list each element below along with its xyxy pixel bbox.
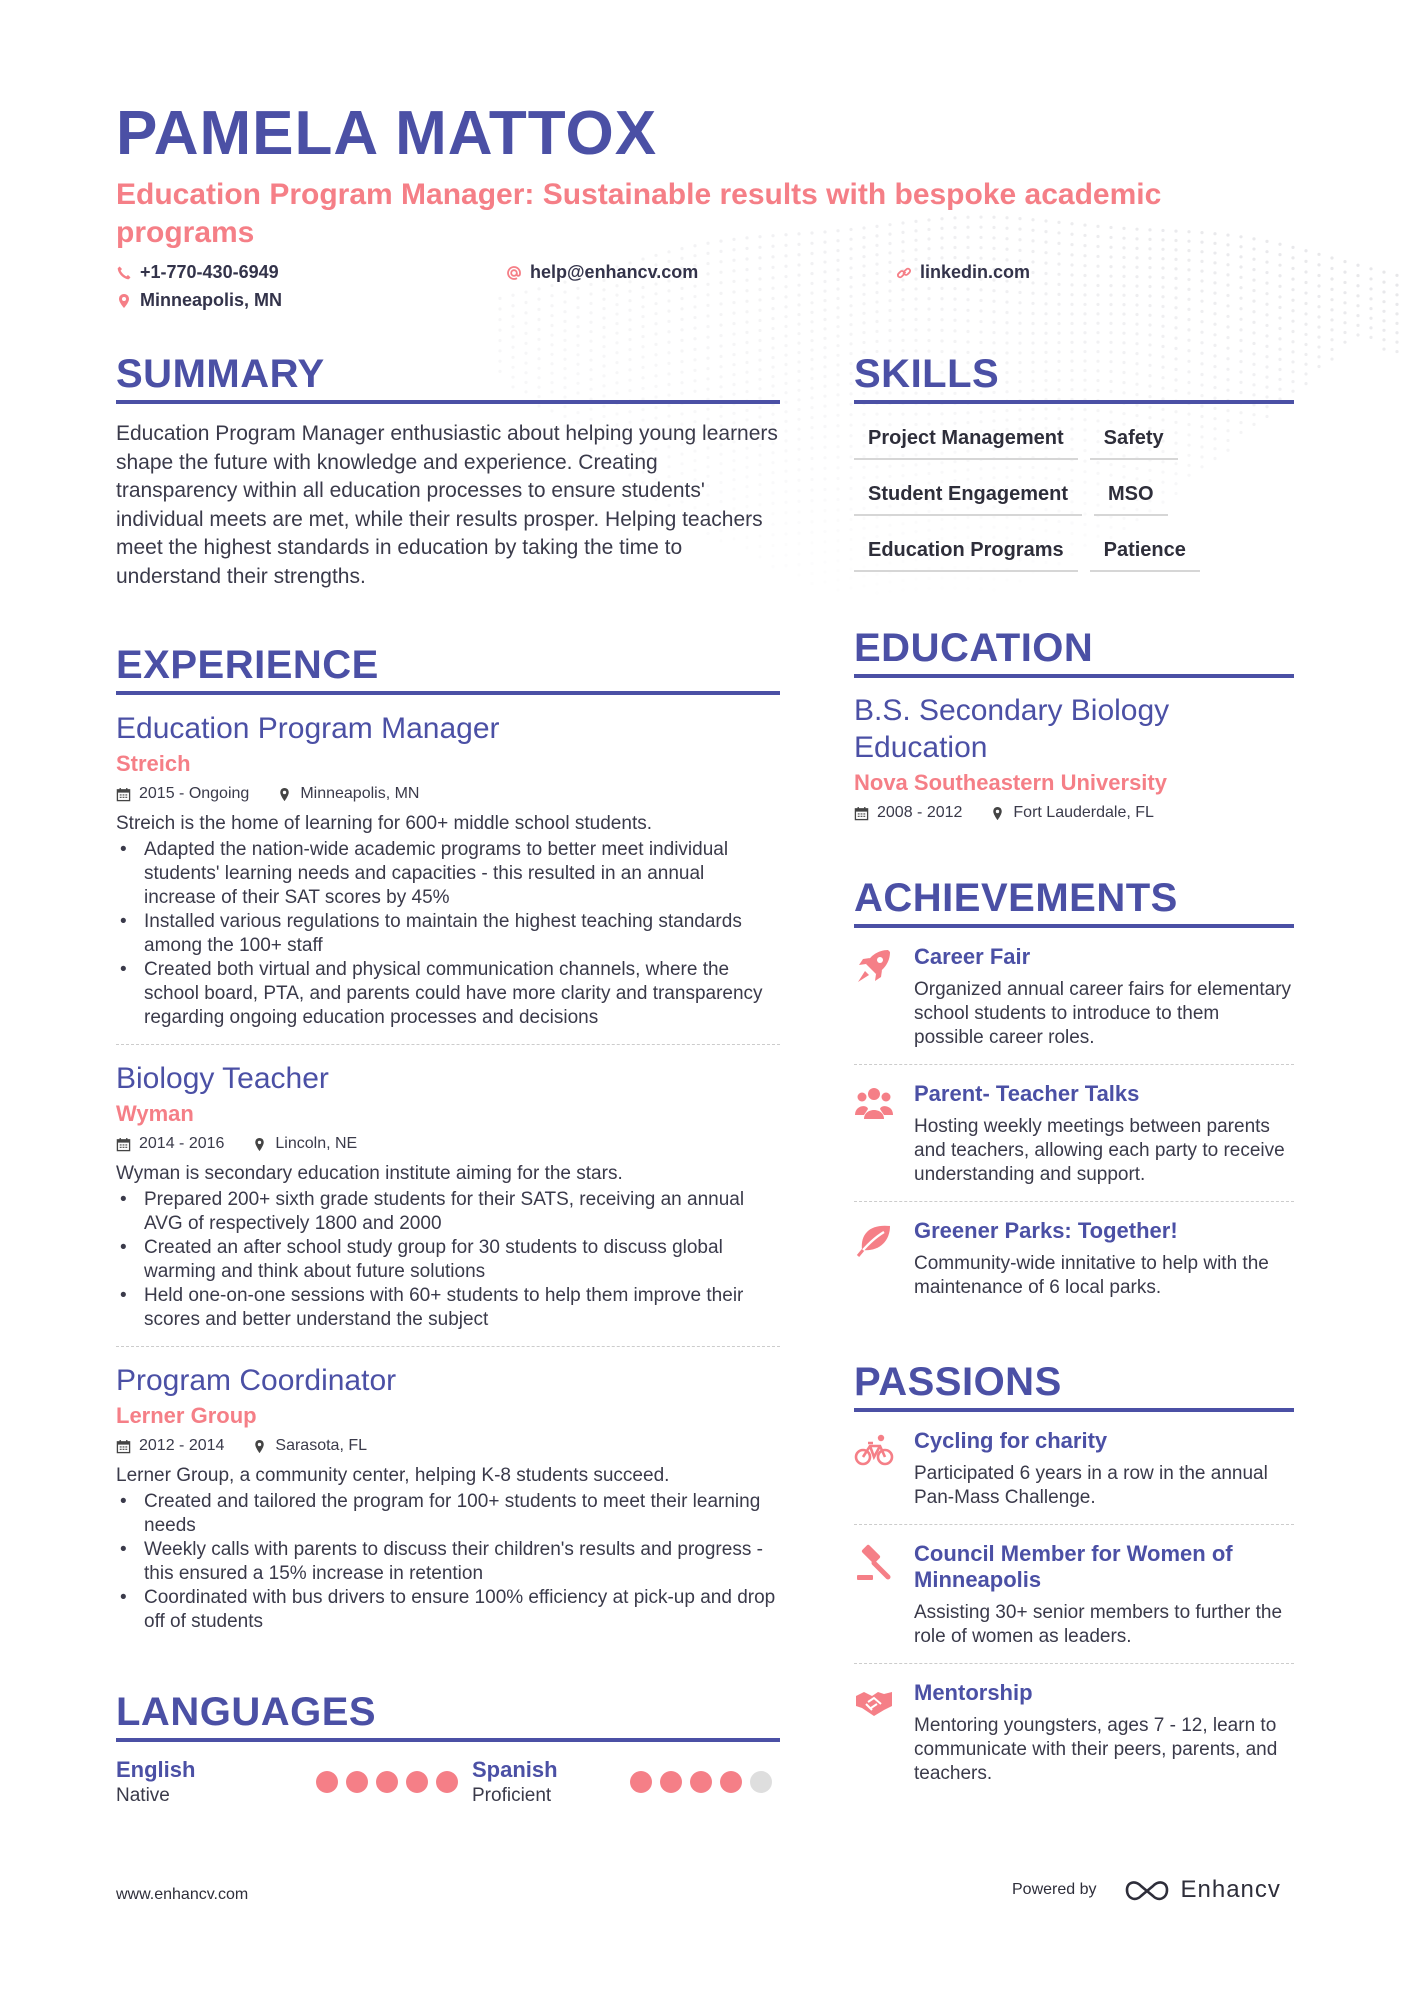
skill-tag: Student Engagement: [854, 474, 1082, 516]
passion-item: [854, 1525, 1294, 1664]
skills-list: [854, 418, 1294, 586]
candidate-tagline: Education Program Manager: Sustainable results with bespoke academic programs: [116, 178, 1162, 249]
phone-number: +1-770-430-6949: [140, 262, 279, 282]
passion-item: [854, 1412, 1294, 1525]
enhancv-logo-icon: [1123, 1876, 1171, 1904]
job-title: Program Coordinator: [116, 1364, 397, 1397]
skill-tag: Education Programs: [854, 530, 1078, 572]
experience-heading: EXPERIENCE: [116, 641, 780, 695]
achievement-description: Community-wide innitative to help with the maintenance of 6 local parks.: [914, 1253, 1269, 1298]
skills-section: [854, 350, 1294, 586]
leaf-icon: [854, 1220, 894, 1260]
job-location: [277, 785, 419, 803]
rating-dot-filled: [720, 1771, 742, 1793]
language-text: [116, 1756, 195, 1808]
rating-dot-filled: [660, 1771, 682, 1793]
passion-content: [914, 1680, 1294, 1786]
language-level: Native: [116, 1785, 170, 1806]
link-icon: [896, 265, 912, 281]
passion-description: Mentoring youngsters, ages 7 - 12, learn to communicate with their peers, parents, and teachers.: [914, 1715, 1278, 1784]
passion-icon-wrap: [854, 1541, 914, 1649]
job-dates-text: 2014 - 2016: [139, 1135, 225, 1152]
language-rating: [622, 1771, 772, 1793]
job-location: [252, 1437, 367, 1455]
job-title: Biology Teacher: [116, 1062, 329, 1095]
skill-tag: Project Management: [854, 418, 1078, 460]
phone-contact[interactable]: [116, 262, 279, 283]
contact-info: [116, 262, 1296, 322]
job-bullet: • Prepared 200+ sixth grade students for their SATS, receiving an annual AVG of respectively 1800 and 2000: [116, 1188, 780, 1236]
skills-heading: SKILLS: [854, 350, 1294, 404]
achievement-title: Career Fair: [914, 944, 1031, 969]
rating-dot-filled: [630, 1771, 652, 1793]
education-meta: [854, 802, 1294, 824]
language-level: Proficient: [472, 1785, 552, 1806]
achievements-heading: ACHIEVEMENTS: [854, 874, 1294, 928]
passion-content: [914, 1428, 1294, 1510]
job-location-text: Minneapolis, MN: [300, 785, 420, 802]
gavel-icon: [854, 1543, 894, 1583]
job-bullets: [116, 1188, 780, 1332]
job-company: Streich: [116, 751, 191, 776]
handshake-icon: [854, 1682, 894, 1722]
job-dates: [116, 1135, 224, 1153]
languages-section: [116, 1688, 780, 1808]
rating-dot-filled: [690, 1771, 712, 1793]
users-icon: [854, 1083, 894, 1123]
job-bullet: • Installed various regulations to maintain the highest teaching standards among the 100+ staff: [116, 910, 780, 958]
job-dates-text: 2012 - 2014: [139, 1437, 225, 1454]
achievement-content: [914, 1218, 1294, 1300]
passion-title: Council Member for Women of Minneapolis: [914, 1541, 1233, 1592]
passion-title: Mentorship: [914, 1680, 1033, 1705]
job-bullet: • Held one-on-one sessions with 60+ students to help them improve their scores and better understand the subject: [116, 1284, 780, 1332]
rocket-icon: [854, 946, 894, 986]
passion-title: Cycling for charity: [914, 1428, 1108, 1453]
job-company: Lerner Group: [116, 1403, 257, 1428]
job-bullet: • Created an after school study group for 30 students to discuss global warming and think about future solutions: [116, 1236, 780, 1284]
rating-dot-filled: [346, 1771, 368, 1793]
at-sign-icon: [506, 265, 522, 281]
job-bullet: • Created both virtual and physical communication channels, where the school board, PTA, and parents could have more clarity and transparency regarding ongoing education processes and decisions: [116, 958, 780, 1030]
language-name: Spanish: [472, 1757, 558, 1782]
candidate-name: PAMELA MATTOX: [116, 99, 658, 168]
map-pin-icon: [252, 1439, 267, 1454]
job-bullets: [116, 838, 780, 1030]
languages-heading: LANGUAGES: [116, 1688, 780, 1742]
rating-dot-filled: [406, 1771, 428, 1793]
language-rating: [308, 1771, 458, 1793]
map-pin-icon: [252, 1137, 267, 1152]
job-dates: [116, 1437, 224, 1455]
rating-dot-filled: [436, 1771, 458, 1793]
language-item: [116, 1756, 472, 1808]
rating-dot-empty: [750, 1771, 772, 1793]
skill-tag: Patience: [1090, 530, 1200, 572]
achievement-item: [854, 1202, 1294, 1314]
language-text: [472, 1756, 558, 1808]
education-dates-text: 2008 - 2012: [877, 804, 963, 821]
calendar-icon: [854, 806, 869, 821]
job-description: Wyman is secondary education institute aiming for the stars.: [116, 1163, 623, 1184]
footer-branding: [1012, 1876, 1281, 1904]
job-bullet: • Created and tailored the program for 100+ students to meet their learning needs: [116, 1490, 780, 1538]
languages-list: [116, 1756, 780, 1808]
achievement-icon-wrap: [854, 944, 914, 1050]
skill-tag: MSO: [1094, 474, 1168, 516]
brand-name: Enhancv: [1180, 1876, 1281, 1903]
job-meta: [116, 1133, 780, 1155]
resume-header: [116, 98, 1296, 322]
summary-text: Education Program Manager enthusiastic about helping young learners shape the future with knowledge and experience. Creating transparency within all education processes to ensure students' individual meets are met, while their results prosper. Helping teachers meet the highest standards in education by taking the time to understand their strengths.: [116, 422, 778, 588]
powered-by-text: Powered by: [1012, 1881, 1097, 1898]
job-bullet: • Coordinated with bus drivers to ensure 100% efficiency at pick-up and drop off of students: [116, 1586, 780, 1634]
job-title: Education Program Manager: [116, 712, 500, 745]
education-section: [854, 624, 1294, 824]
linkedin-contact[interactable]: [896, 262, 1030, 283]
language-name: English: [116, 1757, 196, 1782]
job-company: Wyman: [116, 1101, 194, 1126]
job-dates-text: 2015 - Ongoing: [139, 785, 250, 802]
job-bullet: • Adapted the nation-wide academic programs to better meet individual students' learning needs and capacities - this resulted in an annual increase of their SAT scores by 45%: [116, 838, 780, 910]
footer-website[interactable]: www.enhancv.com: [116, 1886, 249, 1903]
job-bullets: [116, 1490, 780, 1634]
job-entry: [116, 695, 780, 1045]
degree-title: B.S. Secondary Biology Education: [854, 694, 1170, 764]
rating-dot-filled: [316, 1771, 338, 1793]
achievement-description: Organized annual career fairs for elementary school students to introduce to them possible career roles.: [914, 979, 1292, 1048]
skill-tag: Safety: [1090, 418, 1178, 460]
job-entry: [116, 1045, 780, 1347]
job-description: Streich is the home of learning for 600+ middle school students.: [116, 813, 652, 834]
passion-icon-wrap: [854, 1428, 914, 1510]
calendar-icon: [116, 1137, 131, 1152]
job-location: [252, 1135, 357, 1153]
achievement-title: Parent- Teacher Talks: [914, 1081, 1140, 1106]
achievement-item: [854, 928, 1294, 1065]
summary-heading: SUMMARY: [116, 350, 780, 404]
job-location-text: Sarasota, FL: [275, 1437, 368, 1454]
education-dates: [854, 804, 962, 822]
location-text: Minneapolis, MN: [140, 290, 283, 310]
job-bullet: • Weekly calls with parents to discuss their children's results and progress - this ensured a 15% increase in retention: [116, 1538, 780, 1586]
summary-section: [116, 350, 780, 591]
map-pin-icon: [990, 806, 1005, 821]
passion-description: Assisting 30+ senior members to further the role of women as leaders.: [914, 1602, 1283, 1647]
school-name: Nova Southeastern University: [854, 770, 1167, 795]
map-pin-icon: [116, 293, 132, 309]
achievements-section: [854, 874, 1294, 1314]
job-location-text: Lincoln, NE: [275, 1135, 358, 1152]
passion-description: Participated 6 years in a row in the annual Pan-Mass Challenge.: [914, 1463, 1268, 1508]
job-meta: [116, 783, 780, 805]
location-contact: [116, 290, 282, 311]
email-address: help@enhancv.com: [530, 262, 699, 282]
achievement-item: [854, 1065, 1294, 1202]
linkedin-url: linkedin.com: [920, 262, 1031, 282]
achievement-icon-wrap: [854, 1081, 914, 1187]
achievement-content: [914, 944, 1294, 1050]
education-location: [990, 804, 1154, 822]
passions-section: [854, 1358, 1294, 1800]
experience-section: [116, 641, 780, 1648]
right-column: [854, 350, 1294, 1800]
map-pin-icon: [277, 787, 292, 802]
language-item: [472, 1756, 772, 1808]
left-column: [116, 350, 780, 1808]
passions-heading: PASSIONS: [854, 1358, 1294, 1412]
passion-icon-wrap: [854, 1680, 914, 1786]
job-meta: [116, 1435, 780, 1457]
job-entry: [116, 1347, 780, 1648]
education-location-text: Fort Lauderdale, FL: [1013, 804, 1154, 821]
job-dates: [116, 785, 249, 803]
achievement-title: Greener Parks: Together!: [914, 1218, 1178, 1243]
phone-icon: [116, 265, 132, 281]
rating-dot-filled: [376, 1771, 398, 1793]
calendar-icon: [116, 1439, 131, 1454]
job-description: Lerner Group, a community center, helping K-8 students succeed.: [116, 1465, 670, 1486]
achievement-content: [914, 1081, 1294, 1187]
email-contact[interactable]: [506, 262, 698, 283]
calendar-icon: [116, 787, 131, 802]
education-heading: EDUCATION: [854, 624, 1294, 678]
passion-item: [854, 1664, 1294, 1800]
achievement-icon-wrap: [854, 1218, 914, 1300]
passion-content: [914, 1541, 1294, 1649]
achievement-description: Hosting weekly meetings between parents and teachers, allowing each party to receive understanding and support.: [914, 1116, 1285, 1185]
bicycle-icon: [854, 1430, 894, 1470]
